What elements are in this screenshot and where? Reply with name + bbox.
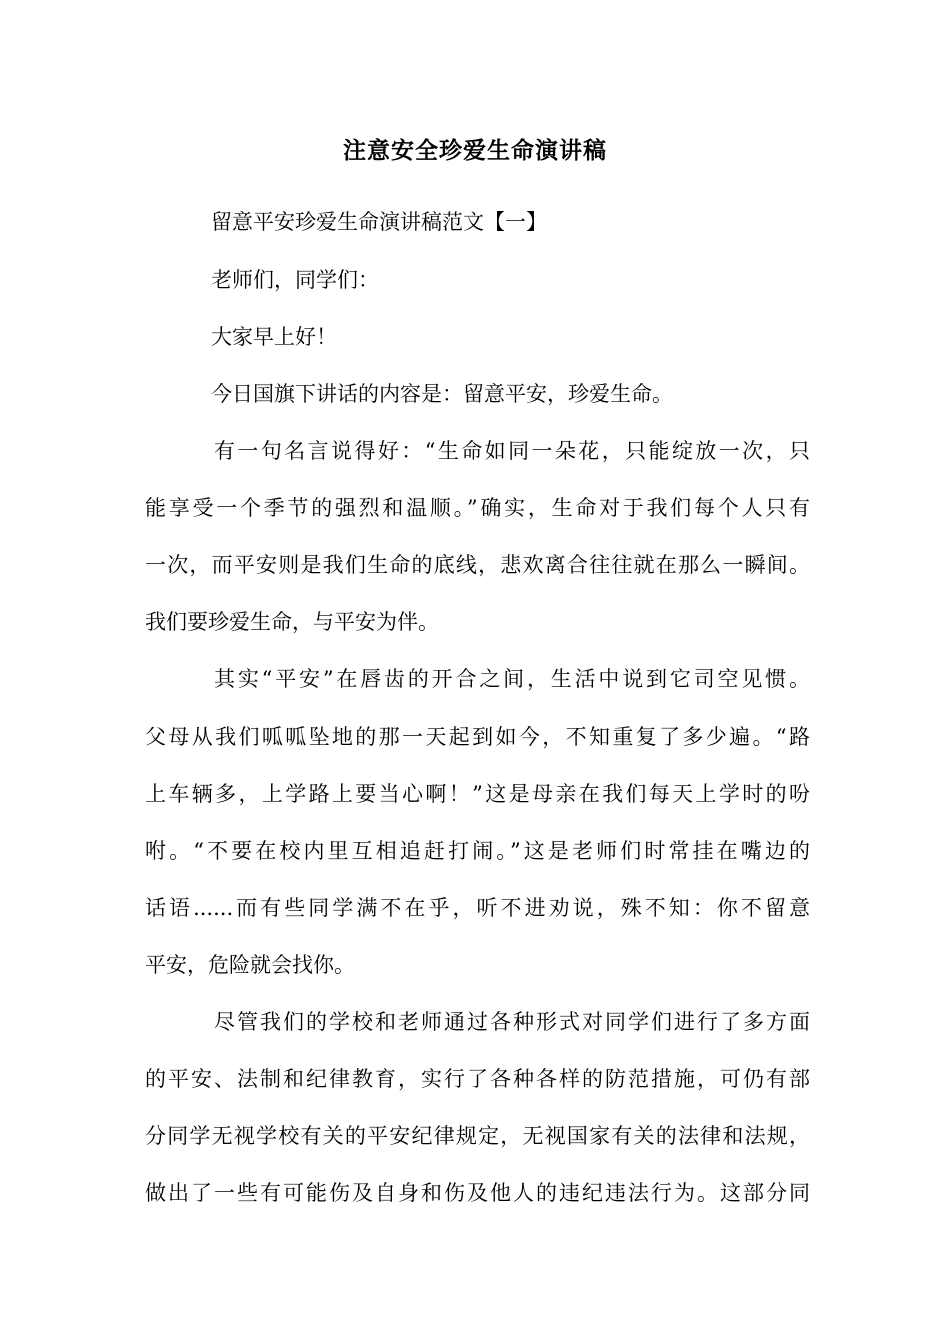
- paragraph-line: 咐。“不要在校内里互相追赶打闹。”这是老师们时常挂在嘴边的: [145, 839, 810, 863]
- topic-line: 今日国旗下讲话的内容是：留意平安，珍爱生命。: [211, 382, 673, 406]
- paragraph-line: 我们要珍爱生命，与平安为伴。: [145, 610, 439, 634]
- document-title: 注意安全珍爱生命演讲稿: [343, 137, 607, 164]
- paragraph-line: 做出了一些有可能伤及自身和伤及他人的违纪违法行为。这部分同: [145, 1181, 810, 1205]
- paragraph-line: 一次，而平安则是我们生命的底线，悲欢离合往往就在那么一瞬间。: [145, 553, 810, 577]
- paragraph-line: 的平安、法制和纪律教育，实行了各种各样的防范措施，可仍有部: [145, 1067, 810, 1091]
- paragraph-line: 平安，危险就会找你。: [145, 953, 355, 977]
- section-heading: 留意平安珍爱生命演讲稿范文【一】: [211, 210, 547, 234]
- paragraph-line: 上车辆多，上学路上要当心啊！”这是母亲在我们每天上学时的吩: [145, 782, 810, 806]
- salutation: 老师们，同学们：: [211, 268, 379, 292]
- greeting: 大家早上好！: [211, 325, 337, 349]
- paragraph-line: 有一句名言说得好：“生命如同一朵花，只能绽放一次，只: [214, 439, 810, 463]
- paragraph-line: 父母从我们呱呱坠地的那一天起到如今，不知重复了多少遍。“路: [145, 725, 810, 749]
- paragraph-line: 分同学无视学校有关的平安纪律规定，无视国家有关的法律和法规，: [145, 1124, 810, 1148]
- paragraph-line: 其实“平安”在唇齿的开合之间，生活中说到它司空见惯。: [214, 667, 810, 691]
- paragraph-line: 尽管我们的学校和老师通过各种形式对同学们进行了多方面: [214, 1010, 810, 1034]
- paragraph-line: 话语......而有些同学满不在乎，听不进劝说，殊不知：你不留意: [145, 896, 810, 920]
- paragraph-line: 能享受一个季节的强烈和温顺。”确实，生命对于我们每个人只有: [145, 496, 810, 520]
